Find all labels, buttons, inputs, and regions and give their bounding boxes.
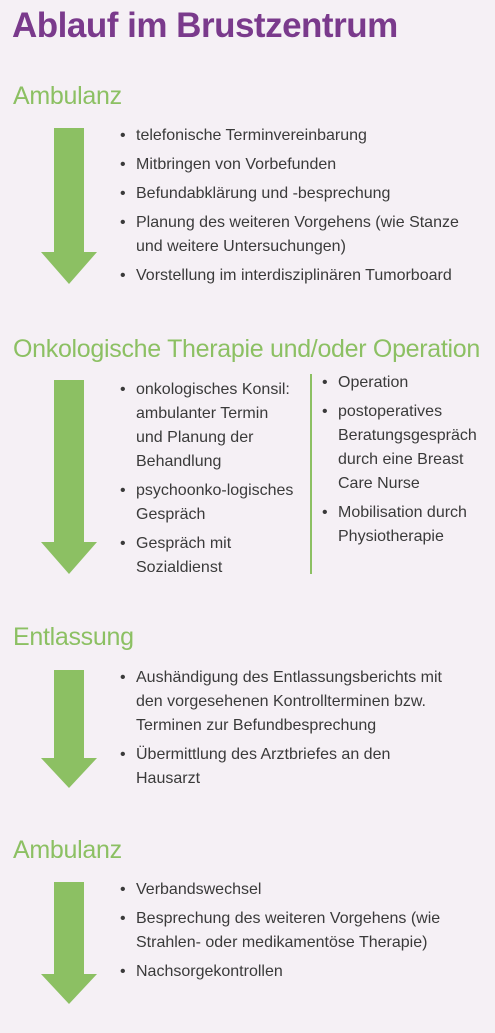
list-item: • Gespräch mit Sozialdienst — [118, 532, 298, 580]
list-item: • Verbandswechsel — [118, 878, 458, 902]
therapie-list-right — [320, 371, 494, 554]
section-heading-entlassung: Entlassung — [13, 623, 134, 651]
list-item: • Befundabklärung und -besprechung — [118, 182, 488, 206]
section-heading-ambulanz-nachsorge: Ambulanz — [13, 836, 122, 864]
list-item: • psychoonko-logisches Gespräch — [118, 479, 298, 527]
entlassung-list — [118, 666, 458, 796]
list-item: • Vorstellung im interdisziplinären Tumorboard — [118, 264, 488, 288]
list-item: • Übermittlung des Arztbriefes an den Hausarzt — [118, 743, 426, 791]
nachsorge-list — [118, 878, 458, 989]
flow-arrow-down-icon — [41, 128, 97, 284]
flow-arrow-down-icon — [41, 380, 97, 574]
list-item: • Operation — [320, 371, 494, 395]
section-heading-ambulanz: Ambulanz — [13, 82, 122, 110]
column-divider — [310, 374, 312, 574]
list-item: • telefonische Terminvereinbarung — [118, 124, 488, 148]
list-item: • Besprechung des weiteren Vorgehens (wie Strahlen- oder medikamentöse Therapie) — [118, 907, 461, 955]
list-item: • onkologisches Konsil: ambulanter Termin und Planung der Behandlung — [118, 378, 298, 474]
list-item: • Planung des weiteren Vorgehens (wie Stanze und weitere Untersuchungen) — [118, 211, 481, 259]
section-heading-therapie: Onkologische Therapie und/oder Operation — [13, 335, 481, 363]
list-item: • Aushändigung des Entlassungsberichts mit den vorgesehenen Kontrollterminen bzw. Terminen zur Befundbesprechung — [118, 666, 458, 738]
page-title: Ablauf im Brustzentrum — [12, 6, 398, 45]
flow-arrow-down-icon — [41, 882, 97, 1004]
list-item: • Mitbringen von Vorbefunden — [118, 153, 488, 177]
list-item: • postoperatives Beratungsgespräch durch eine Breast Care Nurse — [320, 400, 494, 496]
list-item: • Mobilisation durch Physiotherapie — [320, 501, 494, 549]
ambulanz-list — [118, 124, 488, 293]
therapie-list-left — [118, 378, 298, 585]
list-item: • Nachsorgekontrollen — [118, 960, 458, 984]
flow-arrow-down-icon — [41, 670, 97, 788]
